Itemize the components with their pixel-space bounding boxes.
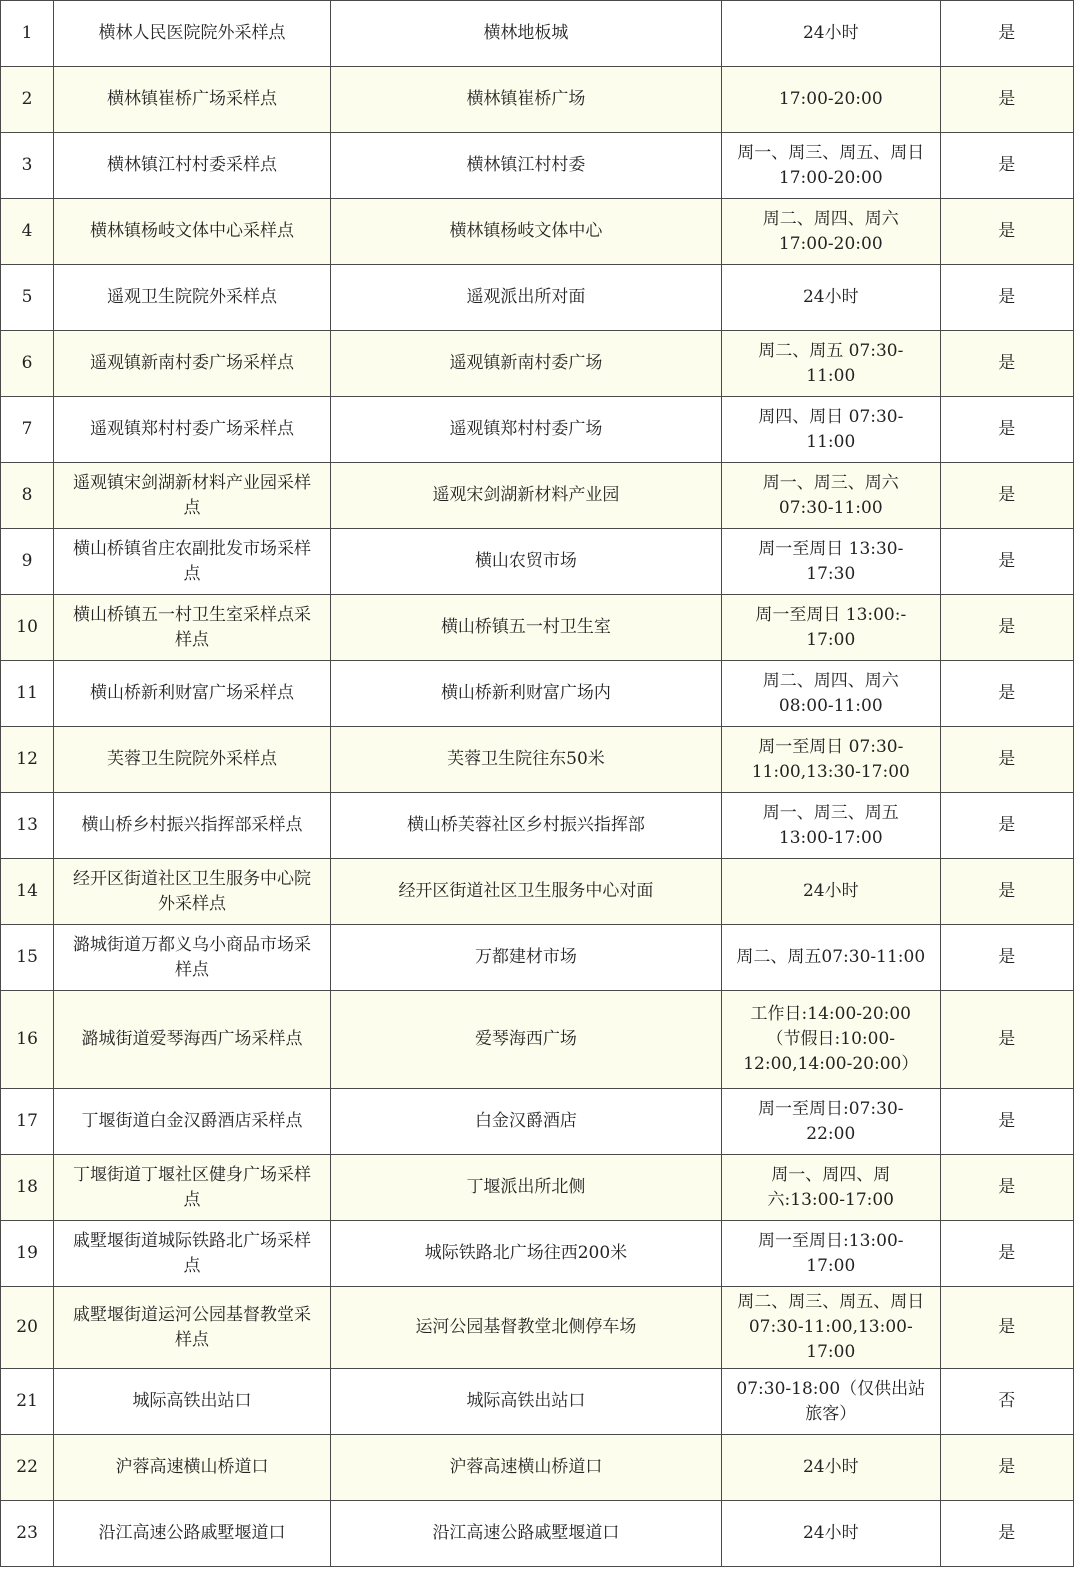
open-to-public: 是 <box>940 991 1073 1089</box>
site-name: 横林镇崔桥广场采样点 <box>54 67 331 133</box>
table-row <box>1 991 1074 1089</box>
table-row <box>1 1435 1074 1501</box>
row-number: 20 <box>1 1287 54 1369</box>
sampling-hours: 24小时 <box>721 1 940 67</box>
row-number: 23 <box>1 1501 54 1567</box>
open-to-public: 是 <box>940 925 1073 991</box>
sampling-hours: 周二、周五 07:30- 11:00 <box>721 331 940 397</box>
sampling-hours: 周一至周日 13:00:- 17:00 <box>721 595 940 661</box>
open-to-public: 是 <box>940 1221 1073 1287</box>
site-name: 经开区街道社区卫生服务中心院 外采样点 <box>54 859 331 925</box>
site-address: 运河公园基督教堂北侧停车场 <box>330 1287 721 1369</box>
sampling-hours: 周二、周三、周五、周日 07:30-11:00,13:00- 17:00 <box>721 1287 940 1369</box>
row-number: 12 <box>1 727 54 793</box>
sampling-hours: 周一、周四、周 六:13:00-17:00 <box>721 1155 940 1221</box>
table-row <box>1 529 1074 595</box>
table-row <box>1 1501 1074 1567</box>
row-number: 22 <box>1 1435 54 1501</box>
site-address: 横林镇江村村委 <box>330 133 721 199</box>
site-name: 遥观卫生院院外采样点 <box>54 265 331 331</box>
site-name: 横山桥镇五一村卫生室采样点采 样点 <box>54 595 331 661</box>
site-address: 横林镇崔桥广场 <box>330 67 721 133</box>
row-number: 19 <box>1 1221 54 1287</box>
table-row <box>1 397 1074 463</box>
table-row <box>1 595 1074 661</box>
open-to-public: 是 <box>940 859 1073 925</box>
site-name: 横林镇江村村委采样点 <box>54 133 331 199</box>
row-number: 16 <box>1 991 54 1089</box>
row-number: 5 <box>1 265 54 331</box>
sampling-hours: 24小时 <box>721 1435 940 1501</box>
site-address: 遥观宋剑湖新材料产业园 <box>330 463 721 529</box>
table-row <box>1 199 1074 265</box>
open-to-public: 是 <box>940 199 1073 265</box>
table-row <box>1 727 1074 793</box>
open-to-public: 是 <box>940 595 1073 661</box>
table-row <box>1 331 1074 397</box>
site-name: 横林镇杨岐文体中心采样点 <box>54 199 331 265</box>
row-number: 3 <box>1 133 54 199</box>
row-number: 4 <box>1 199 54 265</box>
open-to-public: 是 <box>940 793 1073 859</box>
row-number: 6 <box>1 331 54 397</box>
row-number: 15 <box>1 925 54 991</box>
site-address: 横山桥镇五一村卫生室 <box>330 595 721 661</box>
open-to-public: 是 <box>940 1 1073 67</box>
site-address: 城际铁路北广场往西200米 <box>330 1221 721 1287</box>
open-to-public: 是 <box>940 529 1073 595</box>
open-to-public: 是 <box>940 67 1073 133</box>
open-to-public: 是 <box>940 1155 1073 1221</box>
table-row <box>1 133 1074 199</box>
table-row <box>1 1 1074 67</box>
open-to-public: 是 <box>940 727 1073 793</box>
site-name: 沿江高速公路戚墅堰道口 <box>54 1501 331 1567</box>
sampling-hours: 周一至周日 13:30- 17:30 <box>721 529 940 595</box>
sampling-hours: 周二、周五07:30-11:00 <box>721 925 940 991</box>
open-to-public: 是 <box>940 661 1073 727</box>
site-name: 遥观镇宋剑湖新材料产业园采样 点 <box>54 463 331 529</box>
table-row <box>1 1287 1074 1369</box>
site-address: 遥观镇郑村村委广场 <box>330 397 721 463</box>
site-address: 遥观镇新南村委广场 <box>330 331 721 397</box>
site-name: 戚墅堰街道城际铁路北广场采样 点 <box>54 1221 331 1287</box>
site-name: 丁堰街道白金汉爵酒店采样点 <box>54 1089 331 1155</box>
row-number: 18 <box>1 1155 54 1221</box>
site-address: 经开区街道社区卫生服务中心对面 <box>330 859 721 925</box>
site-address: 横山桥新利财富广场内 <box>330 661 721 727</box>
sampling-hours: 周一至周日:13:00- 17:00 <box>721 1221 940 1287</box>
open-to-public: 是 <box>940 133 1073 199</box>
open-to-public: 是 <box>940 1089 1073 1155</box>
open-to-public: 是 <box>940 397 1073 463</box>
site-address: 沪蓉高速横山桥道口 <box>330 1435 721 1501</box>
table-row <box>1 463 1074 529</box>
site-name: 潞城街道爱琴海西广场采样点 <box>54 991 331 1089</box>
open-to-public: 是 <box>940 331 1073 397</box>
row-number: 11 <box>1 661 54 727</box>
row-number: 1 <box>1 1 54 67</box>
open-to-public: 是 <box>940 1287 1073 1369</box>
row-number: 17 <box>1 1089 54 1155</box>
sampling-hours: 周一至周日 07:30- 11:00,13:30-17:00 <box>721 727 940 793</box>
open-to-public: 是 <box>940 1501 1073 1567</box>
site-name: 戚墅堰街道运河公园基督教堂采 样点 <box>54 1287 331 1369</box>
site-address: 丁堰派出所北侧 <box>330 1155 721 1221</box>
open-to-public: 否 <box>940 1369 1073 1435</box>
sampling-hours: 周二、周四、周六 08:00-11:00 <box>721 661 940 727</box>
table-row <box>1 661 1074 727</box>
row-number: 8 <box>1 463 54 529</box>
table-row <box>1 1155 1074 1221</box>
open-to-public: 是 <box>940 463 1073 529</box>
sampling-hours: 周二、周四、周六 17:00-20:00 <box>721 199 940 265</box>
site-address: 横山农贸市场 <box>330 529 721 595</box>
site-address: 爱琴海西广场 <box>330 991 721 1089</box>
table-row <box>1 925 1074 991</box>
sampling-hours: 周四、周日 07:30- 11:00 <box>721 397 940 463</box>
site-name: 沪蓉高速横山桥道口 <box>54 1435 331 1501</box>
site-address: 横林地板城 <box>330 1 721 67</box>
table-row <box>1 1089 1074 1155</box>
row-number: 13 <box>1 793 54 859</box>
sampling-hours: 工作日:14:00-20:00 （节假日:10:00- 12:00,14:00-20:00） <box>721 991 940 1089</box>
site-address: 横林镇杨岐文体中心 <box>330 199 721 265</box>
site-name: 遥观镇郑村村委广场采样点 <box>54 397 331 463</box>
site-name: 遥观镇新南村委广场采样点 <box>54 331 331 397</box>
site-name: 横山桥乡村振兴指挥部采样点 <box>54 793 331 859</box>
site-address: 横山桥芙蓉社区乡村振兴指挥部 <box>330 793 721 859</box>
sampling-hours: 周一、周三、周六 07:30-11:00 <box>721 463 940 529</box>
site-address: 白金汉爵酒店 <box>330 1089 721 1155</box>
row-number: 21 <box>1 1369 54 1435</box>
row-number: 7 <box>1 397 54 463</box>
table-row <box>1 1369 1074 1435</box>
site-name: 城际高铁出站口 <box>54 1369 331 1435</box>
table-row <box>1 1221 1074 1287</box>
site-address: 遥观派出所对面 <box>330 265 721 331</box>
sampling-hours: 07:30-18:00（仅供出站 旅客） <box>721 1369 940 1435</box>
site-name: 潞城街道万都义乌小商品市场采 样点 <box>54 925 331 991</box>
site-name: 丁堰街道丁堰社区健身广场采样 点 <box>54 1155 331 1221</box>
table-row <box>1 859 1074 925</box>
table-row <box>1 265 1074 331</box>
sampling-hours: 24小时 <box>721 265 940 331</box>
site-address: 沿江高速公路戚墅堰道口 <box>330 1501 721 1567</box>
sampling-hours: 24小时 <box>721 859 940 925</box>
sampling-hours: 24小时 <box>721 1501 940 1567</box>
site-name: 横山桥新利财富广场采样点 <box>54 661 331 727</box>
row-number: 10 <box>1 595 54 661</box>
table-row <box>1 67 1074 133</box>
table-row <box>1 793 1074 859</box>
site-address: 城际高铁出站口 <box>330 1369 721 1435</box>
open-to-public: 是 <box>940 265 1073 331</box>
site-address: 万都建材市场 <box>330 925 721 991</box>
site-name: 横山桥镇省庄农副批发市场采样 点 <box>54 529 331 595</box>
row-number: 9 <box>1 529 54 595</box>
row-number: 2 <box>1 67 54 133</box>
site-name: 芙蓉卫生院院外采样点 <box>54 727 331 793</box>
open-to-public: 是 <box>940 1435 1073 1501</box>
table-body <box>1 1 1074 1567</box>
site-name: 横林人民医院院外采样点 <box>54 1 331 67</box>
sampling-hours: 周一、周三、周五 13:00-17:00 <box>721 793 940 859</box>
row-number: 14 <box>1 859 54 925</box>
site-address: 芙蓉卫生院往东50米 <box>330 727 721 793</box>
sampling-hours: 周一、周三、周五、周日 17:00-20:00 <box>721 133 940 199</box>
sampling-hours: 17:00-20:00 <box>721 67 940 133</box>
sampling-hours: 周一至周日:07:30- 22:00 <box>721 1089 940 1155</box>
